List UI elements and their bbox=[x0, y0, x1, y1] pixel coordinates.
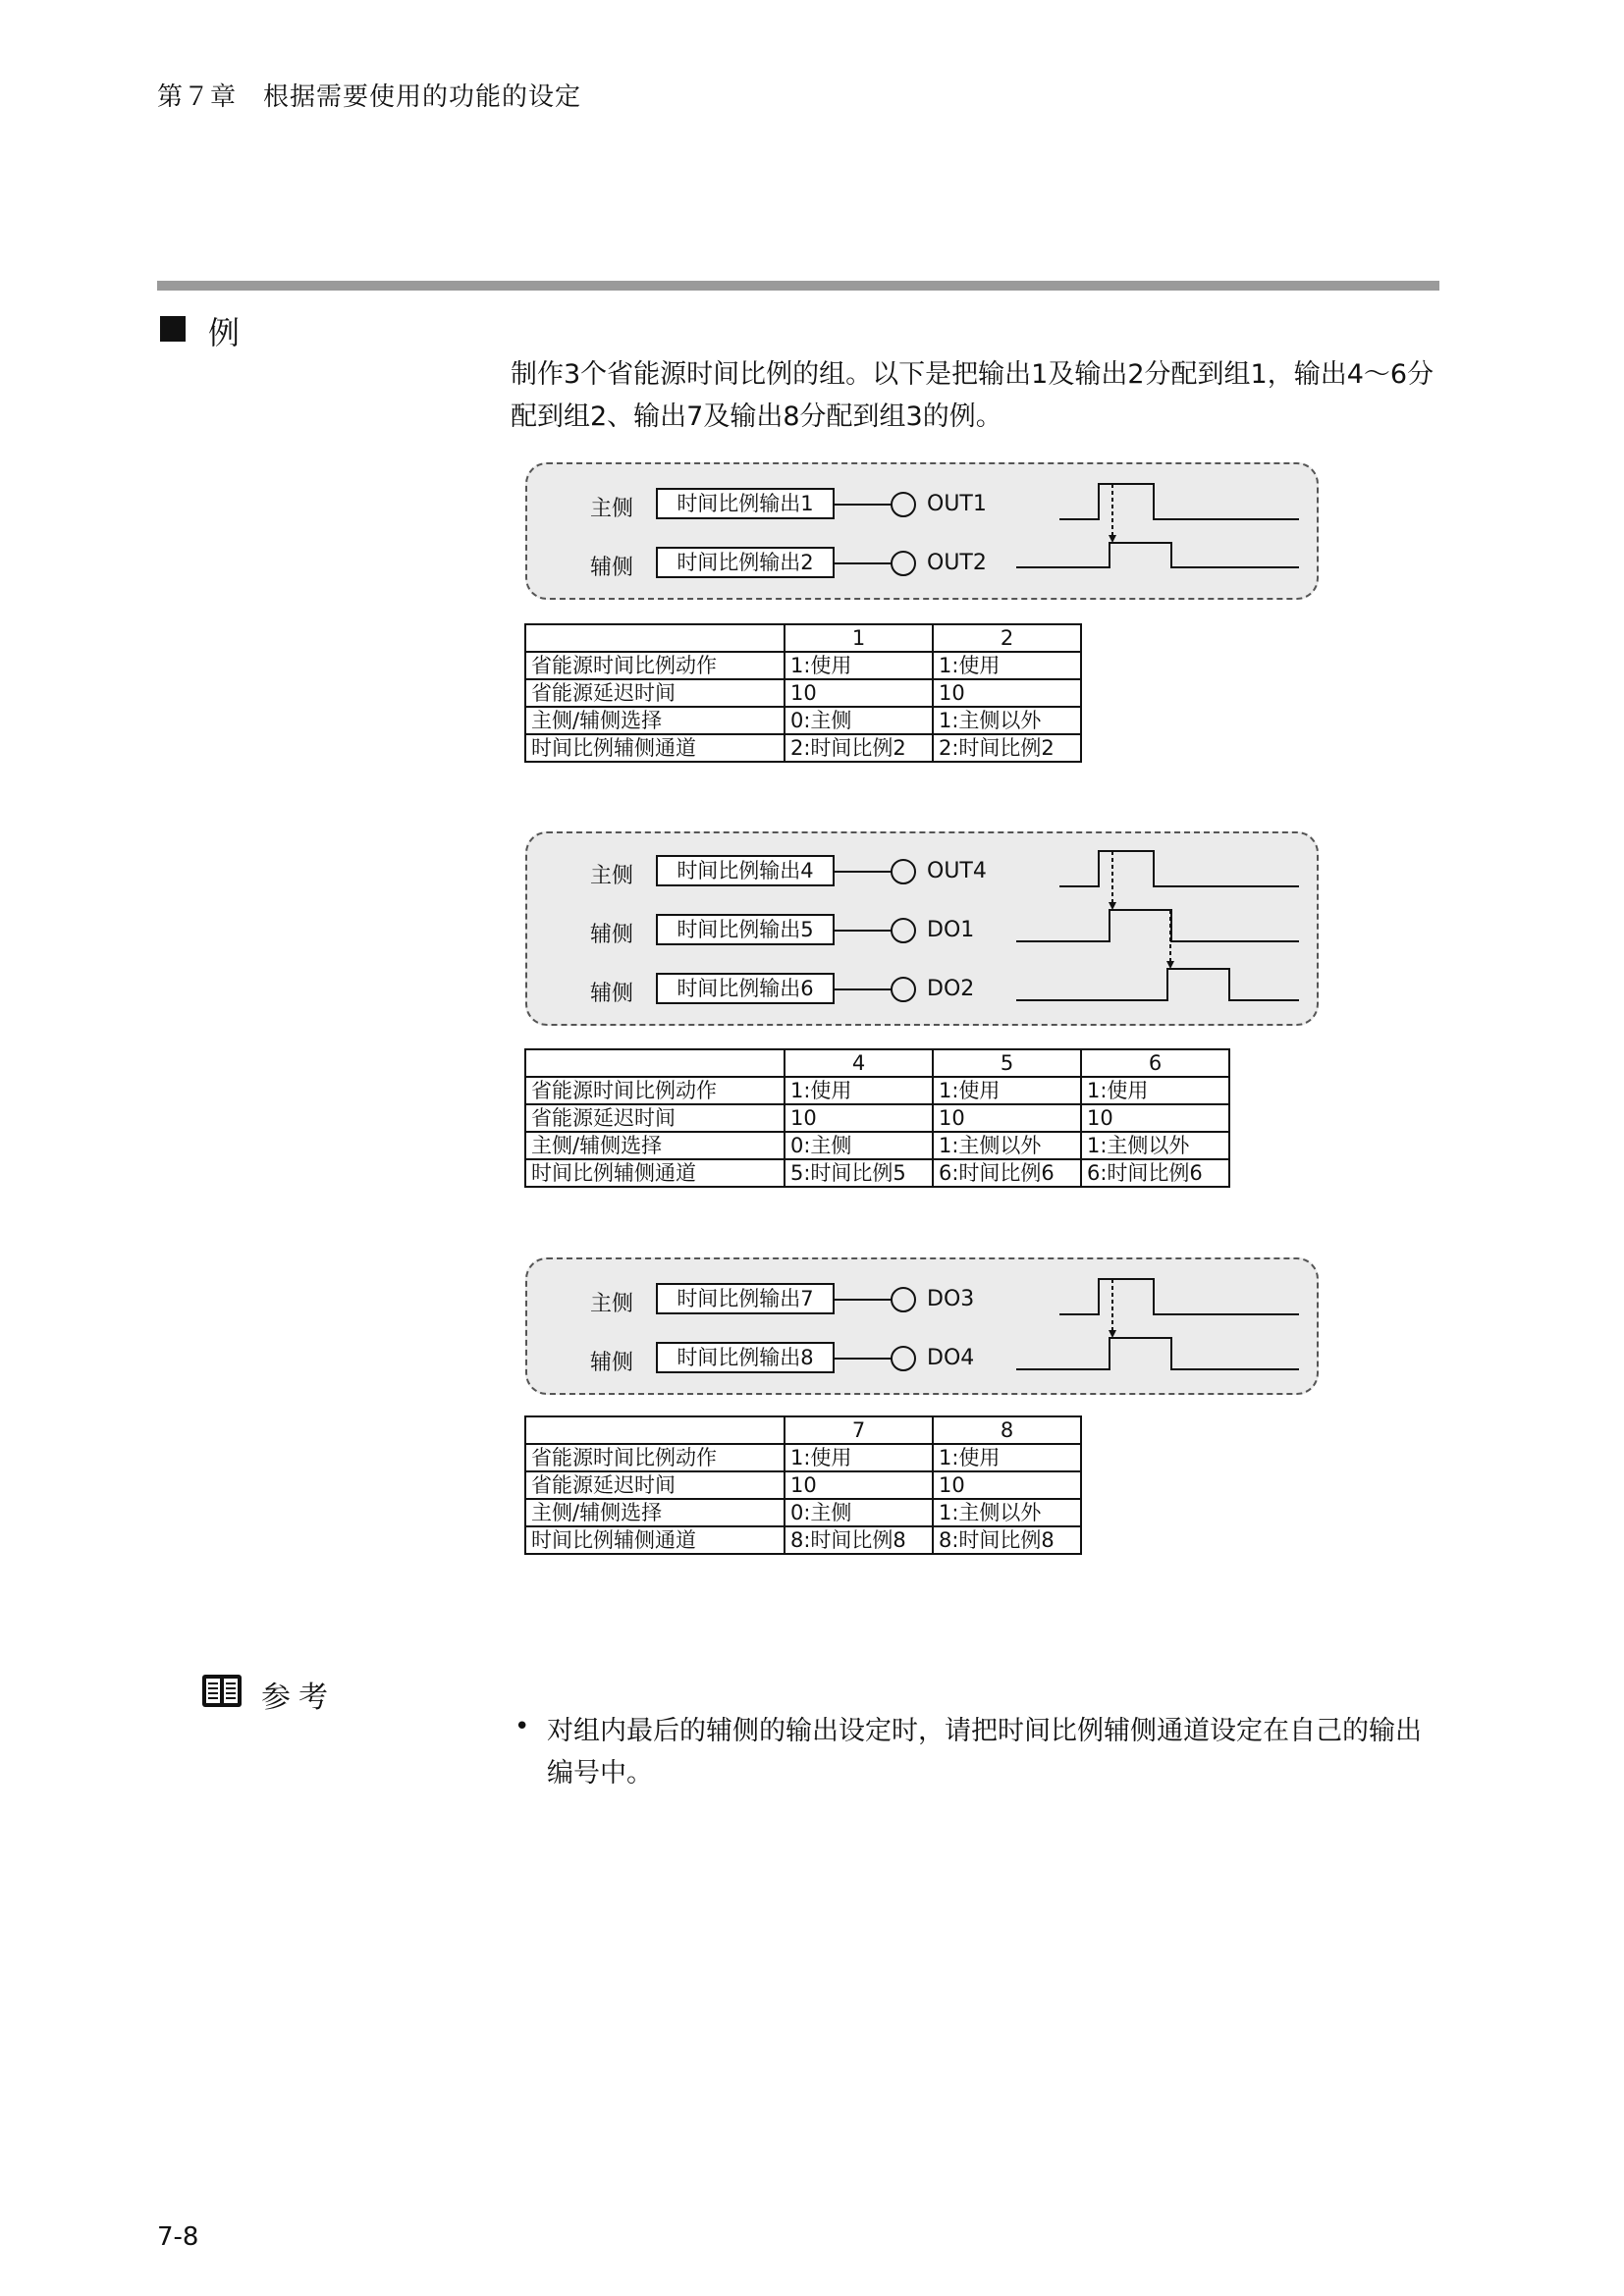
bullet-marker: • bbox=[514, 1712, 530, 1741]
table-cell: 省能源时间比例动作 bbox=[525, 1077, 785, 1104]
table-cell: 6:时间比例6 bbox=[1081, 1159, 1229, 1187]
table-cell: 省能源延迟时间 bbox=[525, 1104, 785, 1132]
table-header-cell: 4 bbox=[785, 1049, 933, 1077]
group-3-diagram bbox=[525, 1257, 1319, 1395]
table-row bbox=[525, 652, 1081, 679]
table-row bbox=[525, 1499, 1081, 1526]
table-header-cell: 6 bbox=[1081, 1049, 1229, 1077]
table-cell: 2:时间比例2 bbox=[933, 734, 1081, 762]
table-cell: 10 bbox=[933, 1104, 1081, 1132]
group-1-params-table bbox=[524, 623, 1082, 763]
table-cell: 时间比例辅侧通道 bbox=[525, 1159, 785, 1187]
table-cell: 1:主侧以外 bbox=[1081, 1132, 1229, 1159]
side-label: 辅侧 bbox=[590, 556, 634, 580]
table-cell: 1:使用 bbox=[785, 1444, 933, 1471]
output-box: 时间比例输出4 bbox=[656, 855, 835, 886]
table-cell: 10 bbox=[933, 679, 1081, 707]
table-cell: 时间比例辅侧通道 bbox=[525, 1526, 785, 1554]
page-number: 7-8 bbox=[157, 2222, 199, 2252]
side-label: 辅侧 bbox=[590, 982, 634, 1006]
output-box: 时间比例输出5 bbox=[656, 914, 835, 945]
table-header-row bbox=[525, 624, 1081, 652]
table-header-cell: 2 bbox=[933, 624, 1081, 652]
group-3-params-table bbox=[524, 1415, 1082, 1555]
table-cell: 8:时间比例8 bbox=[785, 1526, 933, 1554]
timing-waveform bbox=[527, 833, 1317, 1024]
table-cell: 省能源延迟时间 bbox=[525, 1471, 785, 1499]
table-row bbox=[525, 1104, 1229, 1132]
output-label: OUT4 bbox=[927, 859, 987, 883]
book-icon bbox=[201, 1672, 243, 1709]
output-label: OUT2 bbox=[927, 551, 987, 575]
output-label: DO4 bbox=[927, 1346, 975, 1370]
section-square-icon bbox=[160, 316, 186, 342]
output-label: DO2 bbox=[927, 977, 975, 1001]
table-header-cell: 1 bbox=[785, 624, 933, 652]
side-label: 辅侧 bbox=[590, 1351, 634, 1375]
intro-paragraph: 制作3个省能源时间比例的组。以下是把输出1及输出2分配到组1，输出4～6分配到组2、输出7及输出8分配到组3的例。 bbox=[511, 359, 1435, 432]
chapter-title: 第７章 根据需要使用的功能的设定 bbox=[157, 82, 582, 112]
table-header-cell bbox=[525, 624, 785, 652]
reference-label: 参考 bbox=[261, 1681, 336, 1715]
table-header-cell: 8 bbox=[933, 1416, 1081, 1444]
group-2-diagram bbox=[525, 831, 1319, 1026]
table-cell: 10 bbox=[1081, 1104, 1229, 1132]
table-cell: 1:使用 bbox=[785, 1077, 933, 1104]
table-cell: 主侧/辅侧选择 bbox=[525, 1132, 785, 1159]
table-header-row bbox=[525, 1049, 1229, 1077]
table-cell: 8:时间比例8 bbox=[933, 1526, 1081, 1554]
table-cell: 1:使用 bbox=[933, 1444, 1081, 1471]
group-2-params-table bbox=[524, 1048, 1230, 1188]
side-label: 主侧 bbox=[590, 864, 634, 888]
table-cell: 1:使用 bbox=[785, 652, 933, 679]
table-cell: 1:主侧以外 bbox=[933, 1132, 1081, 1159]
side-label: 辅侧 bbox=[590, 923, 634, 947]
table-cell: 主侧/辅侧选择 bbox=[525, 1499, 785, 1526]
table-row bbox=[525, 734, 1081, 762]
table-cell: 省能源延迟时间 bbox=[525, 679, 785, 707]
table-cell: 10 bbox=[933, 1471, 1081, 1499]
table-row bbox=[525, 1159, 1229, 1187]
table-cell: 主侧/辅侧选择 bbox=[525, 707, 785, 734]
table-cell: 省能源时间比例动作 bbox=[525, 1444, 785, 1471]
output-box: 时间比例输出2 bbox=[656, 547, 835, 578]
output-box: 时间比例输出6 bbox=[656, 973, 835, 1004]
reference-note: 对组内最后的辅侧的输出设定时，请把时间比例辅侧通道设定在自己的输出编号中。 bbox=[547, 1716, 1422, 1789]
output-box: 时间比例输出1 bbox=[656, 488, 835, 519]
table-cell: 6:时间比例6 bbox=[933, 1159, 1081, 1187]
side-label: 主侧 bbox=[590, 497, 634, 521]
table-cell: 2:时间比例2 bbox=[785, 734, 933, 762]
table-header-cell: 7 bbox=[785, 1416, 933, 1444]
table-header-cell bbox=[525, 1416, 785, 1444]
section-title: 例 bbox=[208, 314, 241, 351]
table-cell: 10 bbox=[785, 679, 933, 707]
table-cell: 1:使用 bbox=[933, 1077, 1081, 1104]
output-label: OUT1 bbox=[927, 492, 987, 516]
table-cell: 5:时间比例5 bbox=[785, 1159, 933, 1187]
table-row bbox=[525, 1444, 1081, 1471]
table-cell: 0:主侧 bbox=[785, 1499, 933, 1526]
output-label: DO3 bbox=[927, 1287, 975, 1311]
table-cell: 1:使用 bbox=[1081, 1077, 1229, 1104]
table-cell: 0:主侧 bbox=[785, 1132, 933, 1159]
table-header-cell: 5 bbox=[933, 1049, 1081, 1077]
output-label: DO1 bbox=[927, 918, 975, 942]
table-cell: 10 bbox=[785, 1471, 933, 1499]
table-header-row bbox=[525, 1416, 1081, 1444]
table-cell: 1:主侧以外 bbox=[933, 707, 1081, 734]
table-row bbox=[525, 1132, 1229, 1159]
table-cell: 1:主侧以外 bbox=[933, 1499, 1081, 1526]
table-row bbox=[525, 679, 1081, 707]
table-row bbox=[525, 1471, 1081, 1499]
timing-waveform bbox=[527, 1259, 1317, 1393]
side-label: 主侧 bbox=[590, 1292, 634, 1316]
table-cell: 10 bbox=[785, 1104, 933, 1132]
table-cell: 省能源时间比例动作 bbox=[525, 652, 785, 679]
table-row bbox=[525, 707, 1081, 734]
timing-waveform bbox=[527, 464, 1317, 598]
section-divider bbox=[157, 281, 1439, 291]
table-cell: 0:主侧 bbox=[785, 707, 933, 734]
group-1-diagram bbox=[525, 462, 1319, 600]
table-header-cell bbox=[525, 1049, 785, 1077]
output-box: 时间比例输出8 bbox=[656, 1342, 835, 1373]
output-box: 时间比例输出7 bbox=[656, 1283, 835, 1314]
table-row bbox=[525, 1077, 1229, 1104]
table-cell: 时间比例辅侧通道 bbox=[525, 734, 785, 762]
table-cell: 1:使用 bbox=[933, 652, 1081, 679]
table-row bbox=[525, 1526, 1081, 1554]
